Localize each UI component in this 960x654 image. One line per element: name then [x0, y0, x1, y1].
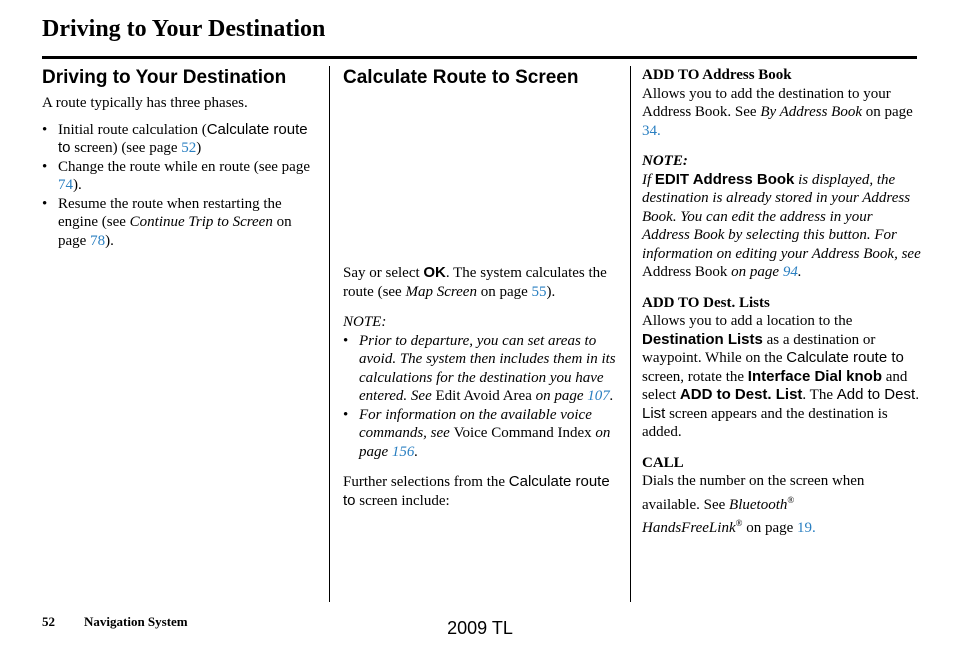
ui-term: Calculate route to	[343, 473, 610, 509]
list-item: • For information on the available voice commands, see Voice Command Index on page 156.	[343, 406, 618, 462]
page-link[interactable]: 156	[391, 443, 415, 460]
ui-term: Calculate route to	[58, 120, 308, 156]
page-link[interactable]: 78	[90, 232, 106, 249]
ok-term: OK	[423, 264, 446, 281]
column-1	[42, 66, 314, 250]
ui-term: Calculate route to	[786, 349, 904, 366]
ui-term: Add to Dest. List	[642, 386, 920, 422]
column-divider-1	[329, 66, 330, 602]
header-rule	[42, 56, 917, 59]
ui-term: ADD to Dest. List	[679, 386, 803, 403]
note-label: NOTE:	[343, 314, 387, 330]
option-description: Dials the number on the screen when available. See Bluetooth® HandsFreeLink® on page 19.	[642, 473, 865, 536]
column-divider-2	[630, 66, 631, 602]
section-heading: Driving to Your Destination	[42, 67, 287, 88]
option-description: Allows you to add the destination to your Address Book. See By Address Book on page 34.	[642, 85, 913, 139]
say-select-text: Say or select OK. The system calculates the route (see Map Screen on page 55).	[343, 264, 607, 300]
further-selections-text: Further selections from the Calculate route to screen include:	[343, 473, 610, 509]
page-link[interactable]: 34	[642, 122, 657, 139]
column-2	[343, 66, 618, 510]
page-link[interactable]: 94	[782, 264, 798, 280]
section-heading: Calculate Route to Screen	[343, 67, 579, 88]
intro-text: A route typically has three phases.	[42, 95, 248, 111]
ui-term: EDIT Address Book	[654, 170, 795, 188]
note-list	[343, 332, 618, 462]
option-description: Allows you to add a location to the Destination Lists as a destination or waypoint. While on the Calculate route to screen, rotate the Interface Dial knob and select ADD to Dest. List. The Add to Dest. List screen appears and the destination is added.	[642, 313, 920, 440]
list-item: • Change the route while en route (see page 74).	[42, 158, 314, 195]
list-item: • Initial route calculation (Calculate route to screen) (see page 52)	[42, 121, 314, 158]
list-item: • Prior to departure, you can set areas to avoid. The system then includes them in its calculations for the destination you have entered. See Edit Avoid Area on page 107.	[343, 332, 618, 406]
page-number: 52	[42, 614, 55, 629]
footer-label: Navigation System	[84, 614, 188, 629]
ui-term: Destination Lists	[642, 330, 763, 348]
page-header-title: Driving to Your Destination	[42, 16, 326, 42]
page-link[interactable]: 74	[58, 177, 73, 193]
option-title-add-address-book: ADD TO Address Book	[642, 67, 792, 83]
page-link[interactable]: 55	[531, 283, 547, 300]
list-item: • Resume the route when restarting the engine (see Continue Trip to Screen on page 78).	[42, 195, 314, 251]
page-link[interactable]: 107	[587, 388, 610, 404]
screen-image-area	[343, 94, 618, 264]
watermark: 2009 TL	[447, 618, 513, 638]
option-title-call: CALL	[642, 454, 684, 471]
column-3	[642, 66, 922, 538]
note-label: NOTE:	[642, 153, 688, 169]
page-link[interactable]: 19	[797, 520, 813, 536]
page-link[interactable]: 52	[181, 140, 197, 156]
ui-term: Interface Dial knob	[747, 367, 882, 385]
option-title-add-dest-lists: ADD TO Dest. Lists	[642, 294, 770, 311]
phases-list	[42, 121, 314, 251]
note-text: If EDIT Address Book is displayed, the destination is already stored in your Address Book. You can edit the address in your Address Book by selecting this button. For information on editing your Address Book, see Address Book on page 94.	[642, 170, 921, 280]
